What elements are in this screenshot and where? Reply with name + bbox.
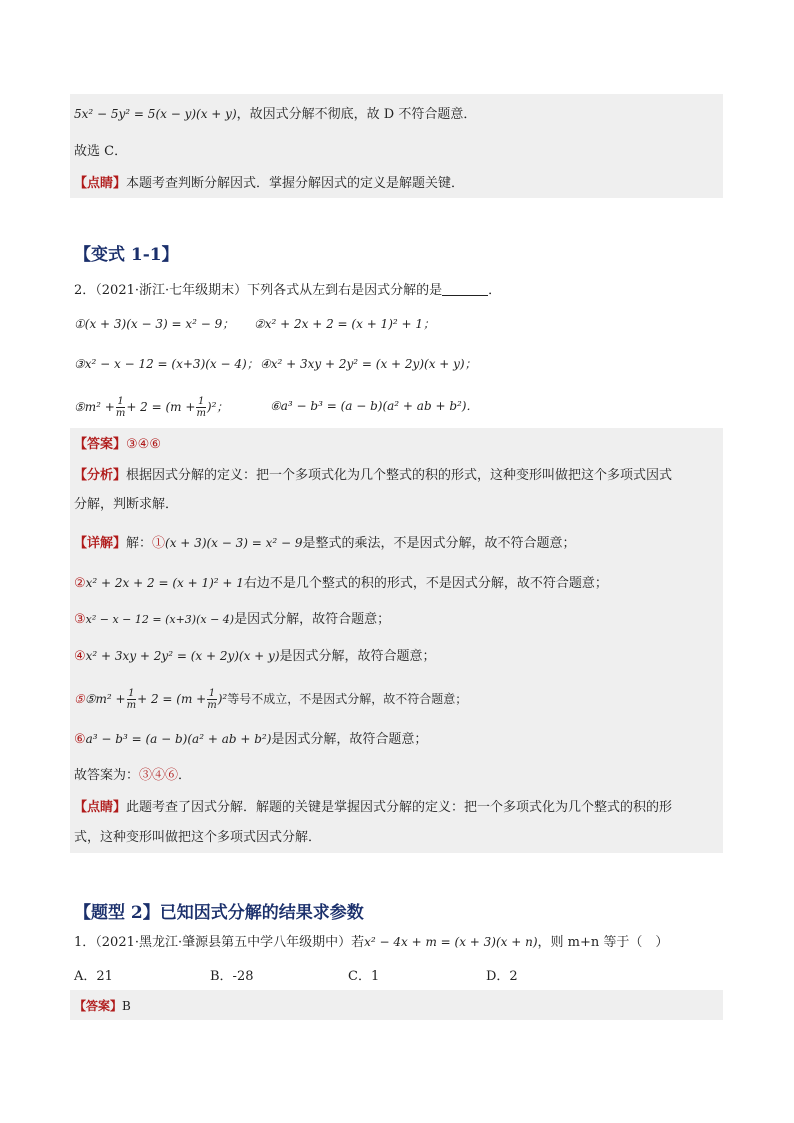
answer-block-bottom (70, 990, 723, 1020)
fraction: $\frac{1}{m}$ (115, 396, 126, 419)
option-2: ②x² + 2x + 2 = (x + 1)² + 1； (254, 317, 436, 331)
answer-block (70, 428, 723, 853)
math-expression: 5x² − 5y² = 5(x − y)(x + y) (74, 107, 237, 121)
section-heading-variant: 【变式 1-1】 (74, 245, 179, 265)
detail-line-6: ⑥a³ − b³ = (a − b)(a² + ab + b²)是因式分解，故符合题意； (74, 732, 428, 747)
option-6: ⑥a³ − b³ = (a − b)(a² + ab + b²)． (270, 399, 479, 413)
detail-line-1: 【详解】解：①(x + 3)(x − 3) = x² − 9是整式的乘法，不是因式分解，故不符合题意； (74, 536, 576, 551)
note-tag: 【点睛】 (74, 176, 127, 191)
answer-blank (442, 283, 488, 296)
detail-line-2: ②x² + 2x + 2 = (x + 1)² + 1右边不是几个整式的积的形式，不是因式分解，故不符合题意； (74, 576, 608, 591)
option-5: ⑤m² + $\frac{1}{m}$ + 2 = (m + $\frac{1}{m}$ )²； (74, 396, 229, 419)
detail-line-5: ⑤⑤m² + $\frac{1}{m}$ + 2 = (m + $\frac{1}{m}$ )²等号不成立，不是因式分解，故不符合题意； (74, 688, 468, 711)
option-3: ③x² − x − 12 = (x+3)(x − 4)； (74, 357, 259, 371)
option-4: ④x² + 3xy + 2y² = (x + 2y)(x + y)； (260, 357, 477, 371)
answer-value: ③④⑥ (126, 437, 161, 452)
answer-line: 【答案】③④⑥ (74, 437, 161, 452)
note-line-1: 【点睛】此题考查了因式分解．解题的关键是掌握因式分解的定义：把一个多项式化为几个整式的积的形 (74, 800, 673, 815)
choose-c-line: 故选 C． (74, 144, 128, 159)
analysis-line-1: 【分析】根据因式分解的定义：把一个多项式化为几个整式的积的形式，这种变形叫做把这个多项式因式 (74, 468, 673, 483)
note-line: 【点睛】本题考查判断分解因式．掌握分解因式的定义是解题关键． (74, 176, 465, 191)
answer-line-bottom: 【答案】B (74, 999, 131, 1013)
detail-line-3: ③x² − x − 12 = (x+3)(x − 4)是因式分解，故符合题意； (74, 612, 391, 627)
question-2-stem: 2．（2021·浙江·七年级期末）下列各式从左到右是因式分解的是 ． (74, 283, 502, 298)
question-1-stem: 1．（2021·黑龙江·肇源县第五中学八年级期中）若x² − 4x + m = (x + 3)(x + n)，则 m+n 等于（ ） (74, 935, 669, 950)
choice-a: A．21 (74, 969, 113, 984)
final-answer-line: 故答案为：③④⑥． (74, 768, 192, 783)
analysis-line-2: 分解，判断求解． (74, 497, 179, 512)
choice-c: C．1 (348, 969, 380, 984)
option-1: ①(x + 3)(x − 3) = x² − 9； (74, 317, 235, 331)
solution-line-d: 5x² − 5y² = 5(x − y)(x + y)，故因式分解不彻底，故 D 不符合题意． (74, 107, 477, 122)
detail-line-4: ④x² + 3xy + 2y² = (x + 2y)(x + y)是因式分解，故符合题意； (74, 649, 436, 664)
section-heading-type-2: 【题型 2】已知因式分解的结果求参数 (74, 903, 364, 923)
choice-b: B．-28 (210, 969, 254, 984)
note-line-2: 式，这种变形叫做把这个多项式因式分解． (74, 830, 322, 845)
choice-d: D．2 (486, 969, 518, 984)
fraction: $\frac{1}{m}$ (196, 396, 206, 419)
